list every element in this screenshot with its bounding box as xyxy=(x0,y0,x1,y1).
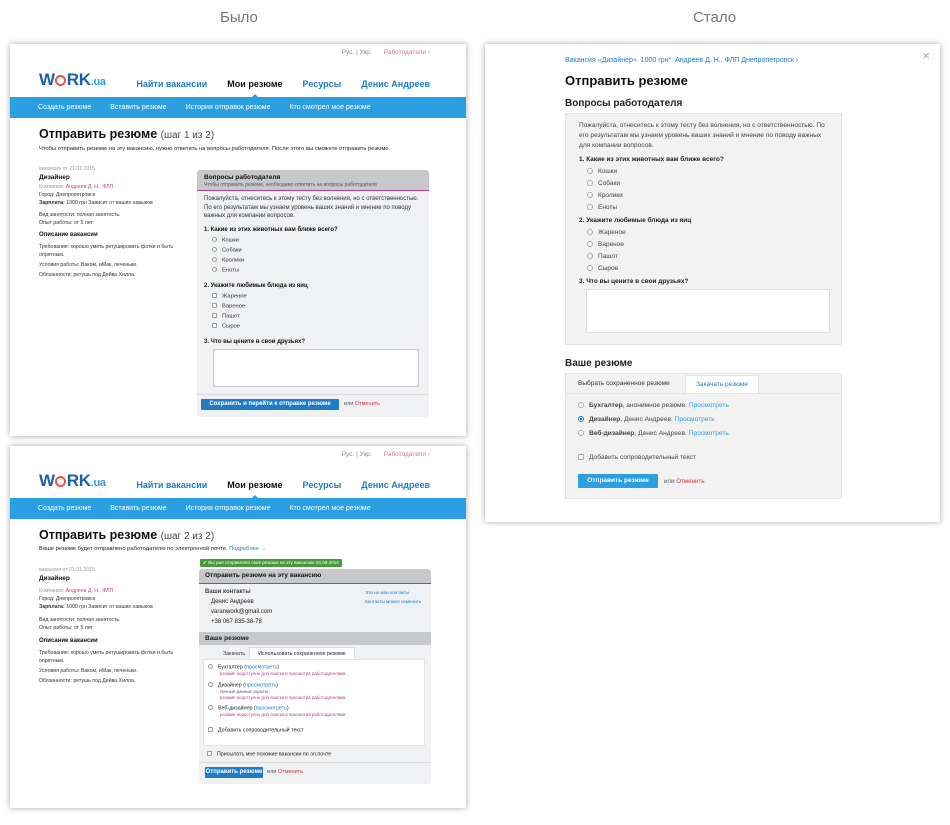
vacancy-conditions: Условия работы: Ваком, иМак, печеньки. xyxy=(39,667,138,674)
logo-ua: .ua xyxy=(90,76,106,88)
salary-value: 1000 грн Зависит от ваших навыков xyxy=(66,200,153,207)
option-label: Пашот xyxy=(222,313,240,320)
resume-view-link[interactable]: просмотреть xyxy=(255,705,287,712)
q1-option[interactable] xyxy=(587,168,617,175)
cancel-link[interactable]: Отменить xyxy=(354,401,381,407)
nav-user[interactable]: Денис Андреев xyxy=(361,480,430,490)
q1-option[interactable] xyxy=(212,257,244,264)
q2-option[interactable] xyxy=(587,229,626,236)
radio-icon[interactable] xyxy=(587,241,593,247)
subnav-insert[interactable]: Вставить резюме xyxy=(110,104,167,111)
question-1: 1. Какие из этих животных вам ближе всего? xyxy=(579,156,724,163)
checkbox-icon[interactable] xyxy=(208,727,213,732)
option-label: Еноты xyxy=(598,204,618,211)
checkbox-icon[interactable] xyxy=(212,313,217,318)
option-label: Жареное xyxy=(598,229,626,236)
logo-o-icon xyxy=(55,75,66,86)
panel-title: Вопросы работодателя xyxy=(204,174,281,181)
question-3: 3. Что вы цените в свои друзьях? xyxy=(579,278,689,285)
q2-option[interactable] xyxy=(212,303,245,310)
resume-name: Дизайнер xyxy=(218,682,242,689)
panel-title: Отправить резюме на эту вакансию xyxy=(205,572,322,579)
panel-header xyxy=(199,569,431,583)
cover-label: Добавить сопроводительный текст xyxy=(218,727,304,734)
nav-user[interactable]: Денис Андреев xyxy=(361,79,430,89)
company-label: Компания: xyxy=(39,588,65,595)
vacancy-desc-title: Описание вакансии xyxy=(39,638,98,645)
panel-intro: Пожалуйста, отнеситесь к этому тесту без волнения, но с ответственностью. По его результатам мы узнаем уровень ваших знаний и мнение по поводу важных для компании вопросов. xyxy=(204,196,419,220)
similar-jobs-option[interactable] xyxy=(207,751,331,758)
sub-nav xyxy=(10,498,466,519)
radio-icon[interactable] xyxy=(578,402,584,408)
company-link[interactable]: Андреев Д. Н., ФЛП xyxy=(65,184,114,191)
tab-underline xyxy=(566,393,841,394)
resume-view-link[interactable]: просмотреть xyxy=(246,664,278,671)
change-contacts-link[interactable]: Контакты можно изменить xyxy=(365,599,422,604)
vacancy-company xyxy=(39,587,189,595)
question-1: 1. Какие из этих животных вам ближе всего? xyxy=(204,227,338,233)
resume-view-link[interactable]: Просмотреть xyxy=(688,402,729,409)
cover-letter-option[interactable] xyxy=(208,727,304,734)
q1-option[interactable] xyxy=(212,247,242,254)
radio-icon[interactable] xyxy=(578,430,584,436)
page-title xyxy=(39,528,214,542)
send-panel xyxy=(199,569,431,784)
vacancy-city: Город: Днепропетровск xyxy=(39,192,95,199)
top-nav xyxy=(136,480,430,490)
radio-icon[interactable] xyxy=(587,253,593,259)
cover-label: Добавить сопроводительный текст xyxy=(589,454,696,461)
questions-box xyxy=(565,113,842,345)
question-3: 3. Что вы цените в свои друзьях? xyxy=(204,339,305,345)
intro-text: Чтобы отправить резюме на эту вакансию, нужно ответить на вопросы работодателя. После этого вы сможете отправить резюме. xyxy=(39,146,391,152)
option-label: Собаки xyxy=(598,180,620,187)
nav-find-jobs[interactable]: Найти вакансии xyxy=(136,79,208,89)
divider xyxy=(199,762,431,763)
lang-label[interactable]: Рус. | Укр. xyxy=(341,451,372,458)
logo-o-icon xyxy=(55,476,66,487)
option-label: Кролики xyxy=(598,192,623,199)
breadcrumb[interactable]: Вакансия «Дизайнер». 1000 грн*. Андреев Д. Н., ФЛП Днепропетровск › xyxy=(565,57,799,64)
checkbox-icon[interactable] xyxy=(212,303,217,308)
salary-label: Зарплата: xyxy=(39,604,65,611)
resume-view-link[interactable]: просмотреть xyxy=(244,682,277,689)
vacancy-date: вакансия от 21.01.2015 xyxy=(39,166,96,172)
vacancy-salary xyxy=(39,199,189,207)
resume-name: Бухгалтер xyxy=(218,664,243,671)
q3-textarea[interactable] xyxy=(586,289,830,333)
send-resume-button[interactable]: Отправить резюме xyxy=(578,474,658,488)
radio-icon[interactable] xyxy=(212,237,217,242)
step-indicator: (шаг 1 из 2) xyxy=(160,130,215,141)
vacancy-title: Дизайнер xyxy=(39,575,70,583)
nav-my-resumes[interactable]: Мои резюме xyxy=(227,480,283,490)
site-logo[interactable] xyxy=(39,70,106,90)
resume-note: резюме недоступно для поиска и просмотра работодателями xyxy=(220,712,346,717)
radio-icon[interactable] xyxy=(212,247,217,252)
or-text: или xyxy=(267,769,277,775)
sub-nav xyxy=(10,97,466,118)
question-2: 2. Укажите любимые блюда из яиц xyxy=(204,283,308,289)
q2-option[interactable] xyxy=(587,241,624,248)
q2-option[interactable] xyxy=(212,293,247,300)
top-nav xyxy=(136,79,430,89)
vacancy-info xyxy=(39,566,189,685)
radio-icon[interactable] xyxy=(587,168,593,174)
contact-phone: +38 067 835-38-78 xyxy=(211,619,262,625)
radio-icon[interactable] xyxy=(212,267,217,272)
tab-upload[interactable]: Закачать xyxy=(223,651,246,657)
q2-option[interactable] xyxy=(587,253,618,260)
caption-after: Стало xyxy=(693,9,737,26)
radio-icon[interactable] xyxy=(208,664,213,669)
resume-option[interactable]: Бухгалтер (просмотреть) xyxy=(208,664,279,671)
not-mine-link[interactable]: Это не мои контакты xyxy=(365,590,410,595)
tab-upload-resume[interactable]: Закачать резюме xyxy=(685,375,759,393)
resume-note: личные данные скрыты xyxy=(220,689,269,694)
salary-label: Зарплата: xyxy=(39,200,65,207)
nav-my-resumes[interactable]: Мои резюме xyxy=(227,79,283,89)
cancel-link[interactable]: Отменить xyxy=(676,478,705,485)
questions-intro: Пожалуйста, отнеситесь к этому тесту без волнения, но с ответственностью. По его результатам мы узнаем уровень ваших знаний и мнение по поводу важных для компании вопросов. xyxy=(579,122,825,149)
radio-icon[interactable] xyxy=(587,229,593,235)
radio-icon[interactable] xyxy=(212,257,217,262)
resume-option[interactable]: Веб-дизайнер (просмотреть) xyxy=(208,705,289,712)
saved-resumes-box xyxy=(203,659,425,746)
vacancy-date: вакансия от 21.01.2015 xyxy=(39,567,96,573)
or-text: или xyxy=(344,401,354,407)
checkbox-icon[interactable] xyxy=(207,751,212,756)
option-label: Кошки xyxy=(598,168,618,175)
resume-option[interactable] xyxy=(578,402,729,409)
checkbox-icon[interactable] xyxy=(212,323,217,328)
tab-saved-resume[interactable]: Выбрать сохраненное резюме xyxy=(578,380,670,387)
more-link[interactable]: Подробнее → xyxy=(229,546,267,552)
lang-label[interactable]: Рус. | Укр. xyxy=(341,49,372,56)
caption-before: Было xyxy=(220,9,258,26)
site-logo[interactable] xyxy=(39,471,106,491)
sent-badge: ✔ Вы уже отправляли свое резюме на эту вакансию 03.09.2014 xyxy=(200,559,342,567)
resume-note: резюме недоступно для поиска и просмотра работодателями xyxy=(220,671,346,676)
panel-header xyxy=(197,170,429,190)
vacancy-desc-title: Описание вакансии xyxy=(39,232,98,239)
q1-option[interactable] xyxy=(587,180,620,187)
cover-letter-option[interactable] xyxy=(578,454,696,461)
radio-icon[interactable] xyxy=(208,682,213,687)
q1-option[interactable] xyxy=(212,267,239,274)
save-continue-button[interactable]: Сохранить и перейти к отправке резюме xyxy=(201,399,339,410)
resume-desc: , Денис Андреев. xyxy=(634,430,687,437)
q1-option[interactable] xyxy=(587,192,623,199)
logo-rk: RK xyxy=(66,471,91,490)
intro-sentence: Ваше резюме будет отправлено работодателю по электронной почте. xyxy=(39,546,228,552)
send-resume-button[interactable]: Отправить резюме xyxy=(205,767,263,778)
or-text: или xyxy=(664,478,675,485)
radio-icon[interactable] xyxy=(587,204,593,210)
after-modal-screenshot xyxy=(485,44,940,522)
subnav-viewers[interactable]: Кто смотрел мое резюме xyxy=(289,505,371,512)
q1-option[interactable] xyxy=(212,237,239,244)
checkbox-icon[interactable] xyxy=(212,293,217,298)
resume-view-link[interactable]: Просмотреть xyxy=(674,416,715,423)
tab-saved-resume[interactable]: Использовать сохраненное резюме xyxy=(249,647,355,660)
close-icon[interactable]: × xyxy=(922,48,930,63)
before-step2-screenshot xyxy=(10,446,466,808)
resume-option[interactable]: Дизайнер (просмотреть) xyxy=(208,682,278,689)
resume-option[interactable] xyxy=(578,416,715,423)
employers-link[interactable]: Работодатели › xyxy=(383,49,430,56)
vacancy-requirements: Требования: хорошо уметь ретушировать фотки и быть опрятным. xyxy=(39,243,174,258)
q2-option[interactable] xyxy=(212,313,240,320)
subnav-create[interactable]: Создать резюме xyxy=(38,104,92,111)
resume-section-head xyxy=(199,632,431,645)
page-title xyxy=(39,127,214,141)
cancel-group xyxy=(344,401,380,407)
checkbox-icon[interactable] xyxy=(578,454,584,460)
question-2: 2. Укажите любимые блюда из яиц xyxy=(579,217,692,224)
vacancy-employment: Вид занятости: полная занятость. xyxy=(39,212,121,219)
logo-w: W xyxy=(39,471,55,490)
nav-resources[interactable]: Ресурсы xyxy=(302,79,342,89)
vacancy-employment: Вид занятости: полная занятость. xyxy=(39,617,121,624)
logo-ua: .ua xyxy=(90,477,106,489)
option-label: Кошки xyxy=(222,237,240,244)
step-indicator: (шаг 2 из 2) xyxy=(160,531,215,542)
nav-resources[interactable]: Ресурсы xyxy=(302,480,342,490)
resume-desc: , Денис Андреев. xyxy=(620,416,673,423)
resume-name: Веб-дизайнер xyxy=(589,430,635,437)
radio-icon[interactable] xyxy=(587,180,593,186)
intro-text xyxy=(39,546,267,552)
option-label: Собаки xyxy=(222,247,242,254)
contact-name: Денис Андреев xyxy=(211,599,254,605)
resume-name: Бухгалтер xyxy=(589,402,623,409)
vacancy-experience: Опыт работы: от 5 лет xyxy=(39,220,93,227)
page-title-text: Отправить резюме xyxy=(39,528,158,542)
subnav-history[interactable]: История отправок резюме xyxy=(185,505,271,512)
radio-selected-icon[interactable] xyxy=(578,416,584,422)
option-label: Сырое xyxy=(222,323,241,330)
vacancy-city: Город: Днепропетровск xyxy=(39,596,95,603)
language-switch[interactable] xyxy=(342,451,430,458)
resume-section-title: Ваше резюме xyxy=(205,635,249,642)
panel-subtitle: Чтобы отправить резюме, необходимо ответить на вопросы работодателя xyxy=(204,182,377,188)
divider xyxy=(197,394,429,395)
vacancy-title: Дизайнер xyxy=(39,174,70,182)
option-label: Сырое xyxy=(598,265,619,272)
salary-value: 1000 грн Зависит от ваших навыков xyxy=(66,604,153,611)
resume-name: Веб-дизайнер xyxy=(218,705,253,712)
subnav-create[interactable]: Создать резюме xyxy=(38,505,92,512)
resume-view-link[interactable]: Просмотреть xyxy=(688,430,729,437)
page-title-text: Отправить резюме xyxy=(39,127,158,141)
contact-email: varanwork@gmail.com xyxy=(211,609,273,615)
company-link[interactable]: Андреев Д. Н., ФЛП xyxy=(65,588,114,595)
similar-label: Присылать мне похожие вакансии по эл.почте xyxy=(217,751,332,758)
option-label: Кролики xyxy=(222,257,245,264)
language-switch[interactable] xyxy=(342,49,430,56)
radio-icon[interactable] xyxy=(587,265,593,271)
resume-note: резюме недоступно для поиска и просмотра работодателями xyxy=(220,695,346,700)
option-label: Жареное xyxy=(222,293,247,300)
q3-textarea[interactable] xyxy=(213,349,419,387)
employers-link[interactable]: Работодатели › xyxy=(383,451,430,458)
panel-divider xyxy=(197,190,429,191)
vacancy-company xyxy=(39,183,189,191)
cancel-group xyxy=(664,478,705,485)
questions-title: Вопросы работодателя xyxy=(565,98,683,109)
vacancy-duties: Обязанности: ретушь под Дейва Хилла. xyxy=(39,677,136,684)
panel-divider xyxy=(199,583,431,584)
radio-icon[interactable] xyxy=(208,705,213,710)
vacancy-info xyxy=(39,165,189,279)
nav-find-jobs[interactable]: Найти вакансии xyxy=(136,480,208,490)
resume-box xyxy=(565,373,842,499)
questions-panel xyxy=(197,170,429,417)
vacancy-salary xyxy=(39,603,189,611)
option-label: Пашот xyxy=(598,253,618,260)
company-label: Компания: xyxy=(39,184,65,191)
subnav-insert[interactable]: Вставить резюме xyxy=(110,505,167,512)
subnav-viewers[interactable]: Кто смотрел мое резюме xyxy=(289,104,371,111)
resume-desc: , анонимное резюме. xyxy=(622,402,688,409)
option-label: Еноты xyxy=(222,267,239,274)
vacancy-duties: Обязанности: ретушь под Дейва Хилла. xyxy=(39,271,136,278)
logo-rk: RK xyxy=(66,70,91,89)
contacts-title: Ваши контакты xyxy=(205,589,251,595)
vacancy-experience: Опыт работы: от 5 лет xyxy=(39,625,93,632)
logo-w: W xyxy=(39,70,55,89)
option-label: Вареное xyxy=(222,303,246,310)
resume-title: Ваше резюме xyxy=(565,358,633,369)
before-step1-screenshot xyxy=(10,44,466,436)
subnav-history[interactable]: История отправок резюме xyxy=(185,104,271,111)
q2-option[interactable] xyxy=(212,323,240,330)
q1-option[interactable] xyxy=(587,204,617,211)
cancel-group xyxy=(267,769,303,775)
vacancy-requirements: Требования: хорошо уметь ретушировать фотки и быть опрятным. xyxy=(39,649,174,664)
radio-icon[interactable] xyxy=(587,192,593,198)
q2-option[interactable] xyxy=(587,265,618,272)
cancel-link[interactable]: Отменить xyxy=(277,769,304,775)
page-title: Отправить резюме xyxy=(565,73,688,88)
resume-name: Дизайнер xyxy=(589,416,621,423)
vacancy-conditions: Условия работы: Ваком, иМак, печеньки. xyxy=(39,261,138,268)
option-label: Вареное xyxy=(598,241,624,248)
resume-option[interactable] xyxy=(578,430,729,437)
